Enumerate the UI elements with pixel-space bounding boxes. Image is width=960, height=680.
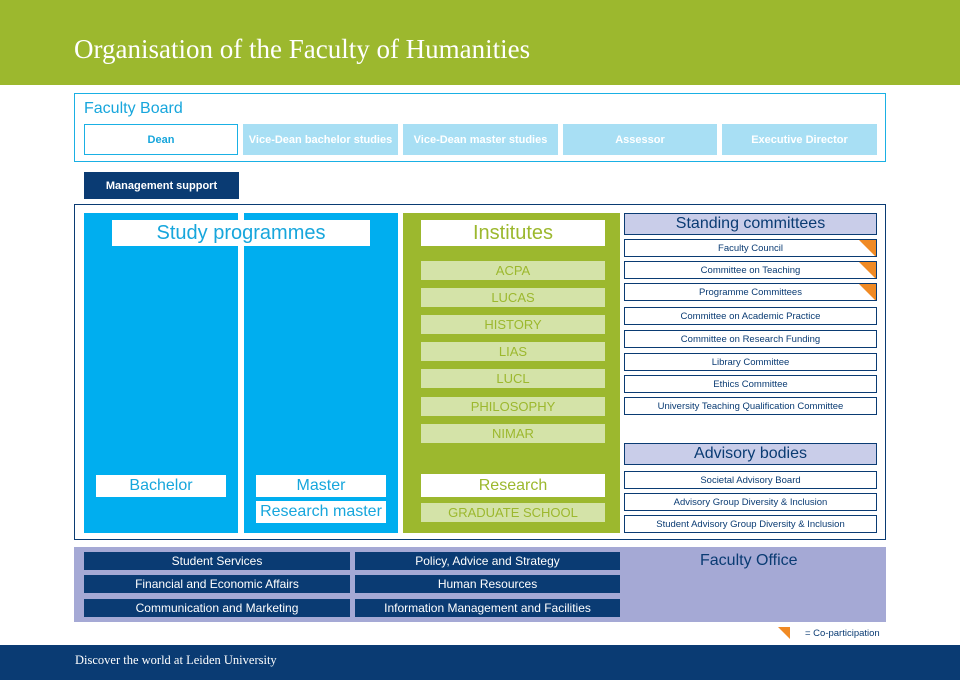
institute-lias: LIAS bbox=[421, 342, 605, 361]
board-member-executive-director: Executive Director bbox=[722, 124, 877, 155]
faculty-office-title: Faculty Office bbox=[700, 552, 798, 569]
study-programmes-title: Study programmes bbox=[112, 220, 370, 246]
institutes-title: Institutes bbox=[421, 220, 605, 246]
committee-teaching bbox=[624, 261, 877, 279]
management-support-box: Management support bbox=[84, 172, 239, 199]
board-member-vice-dean-master: Vice-Dean master studies bbox=[403, 124, 558, 155]
graduate-school-label: GRADUATE SCHOOL bbox=[421, 503, 605, 522]
board-member-dean: Dean bbox=[84, 124, 238, 155]
board-member-vice-dean-bachelor: Vice-Dean bachelor studies bbox=[243, 124, 398, 155]
co-participation-marker bbox=[859, 262, 876, 279]
page-title: Organisation of the Faculty of Humanities bbox=[74, 34, 531, 64]
bachelor-label: Bachelor bbox=[96, 475, 226, 497]
co-participation-legend-text: = Co-participation bbox=[805, 628, 880, 639]
committee-label: University Teaching Qualification Committee bbox=[657, 400, 844, 412]
committee-research-funding bbox=[624, 330, 877, 348]
committee-library bbox=[624, 353, 877, 371]
institute-acpa: ACPA bbox=[421, 261, 605, 280]
co-participation-legend-marker bbox=[778, 627, 790, 639]
office-unit-policy-advice: Policy, Advice and Strategy bbox=[355, 552, 620, 570]
co-participation-marker bbox=[859, 284, 876, 301]
committee-faculty-council bbox=[624, 239, 877, 257]
committee-teaching-qualification bbox=[624, 397, 877, 415]
committee-label: Committee on Academic Practice bbox=[680, 310, 821, 322]
office-unit-financial: Financial and Economic Affairs bbox=[84, 575, 350, 593]
committee-label: Committee on Research Funding bbox=[680, 333, 821, 345]
committee-label: Ethics Committee bbox=[713, 378, 788, 390]
institute-lucas: LUCAS bbox=[421, 288, 605, 307]
institute-nimar: NIMAR bbox=[421, 424, 605, 443]
advisory-group-diversity: Advisory Group Diversity & Inclusion bbox=[624, 493, 877, 511]
master-label: Master bbox=[256, 475, 386, 497]
committee-academic-practice bbox=[624, 307, 877, 325]
committee-label: Committee on Teaching bbox=[700, 264, 801, 276]
institute-lucl: LUCL bbox=[421, 369, 605, 388]
research-master-label: Research master bbox=[256, 501, 386, 523]
committee-ethics bbox=[624, 375, 877, 393]
board-member-assessor: Assessor bbox=[563, 124, 717, 155]
standing-committees-title: Standing committees bbox=[624, 213, 877, 235]
committee-label: Programme Committees bbox=[699, 286, 802, 298]
advisory-societal-board: Societal Advisory Board bbox=[624, 471, 877, 489]
office-unit-human-resources: Human Resources bbox=[355, 575, 620, 593]
institute-history: HISTORY bbox=[421, 315, 605, 334]
office-unit-communication: Communication and Marketing bbox=[84, 599, 350, 617]
committee-programme bbox=[624, 283, 877, 301]
research-label: Research bbox=[421, 474, 605, 497]
footer-tagline: Discover the world at Leiden University bbox=[75, 653, 277, 667]
committee-label: Library Committee bbox=[711, 356, 790, 368]
office-unit-information-management: Information Management and Facilities bbox=[355, 599, 620, 617]
committee-label: Faculty Council bbox=[718, 242, 783, 254]
faculty-board-title: Faculty Board bbox=[84, 100, 183, 117]
advisory-bodies-title: Advisory bodies bbox=[624, 443, 877, 465]
institute-philosophy: PHILOSOPHY bbox=[421, 397, 605, 416]
co-participation-marker bbox=[859, 240, 876, 257]
advisory-student-group-diversity: Student Advisory Group Diversity & Inclusion bbox=[624, 515, 877, 533]
office-unit-student-services: Student Services bbox=[84, 552, 350, 570]
